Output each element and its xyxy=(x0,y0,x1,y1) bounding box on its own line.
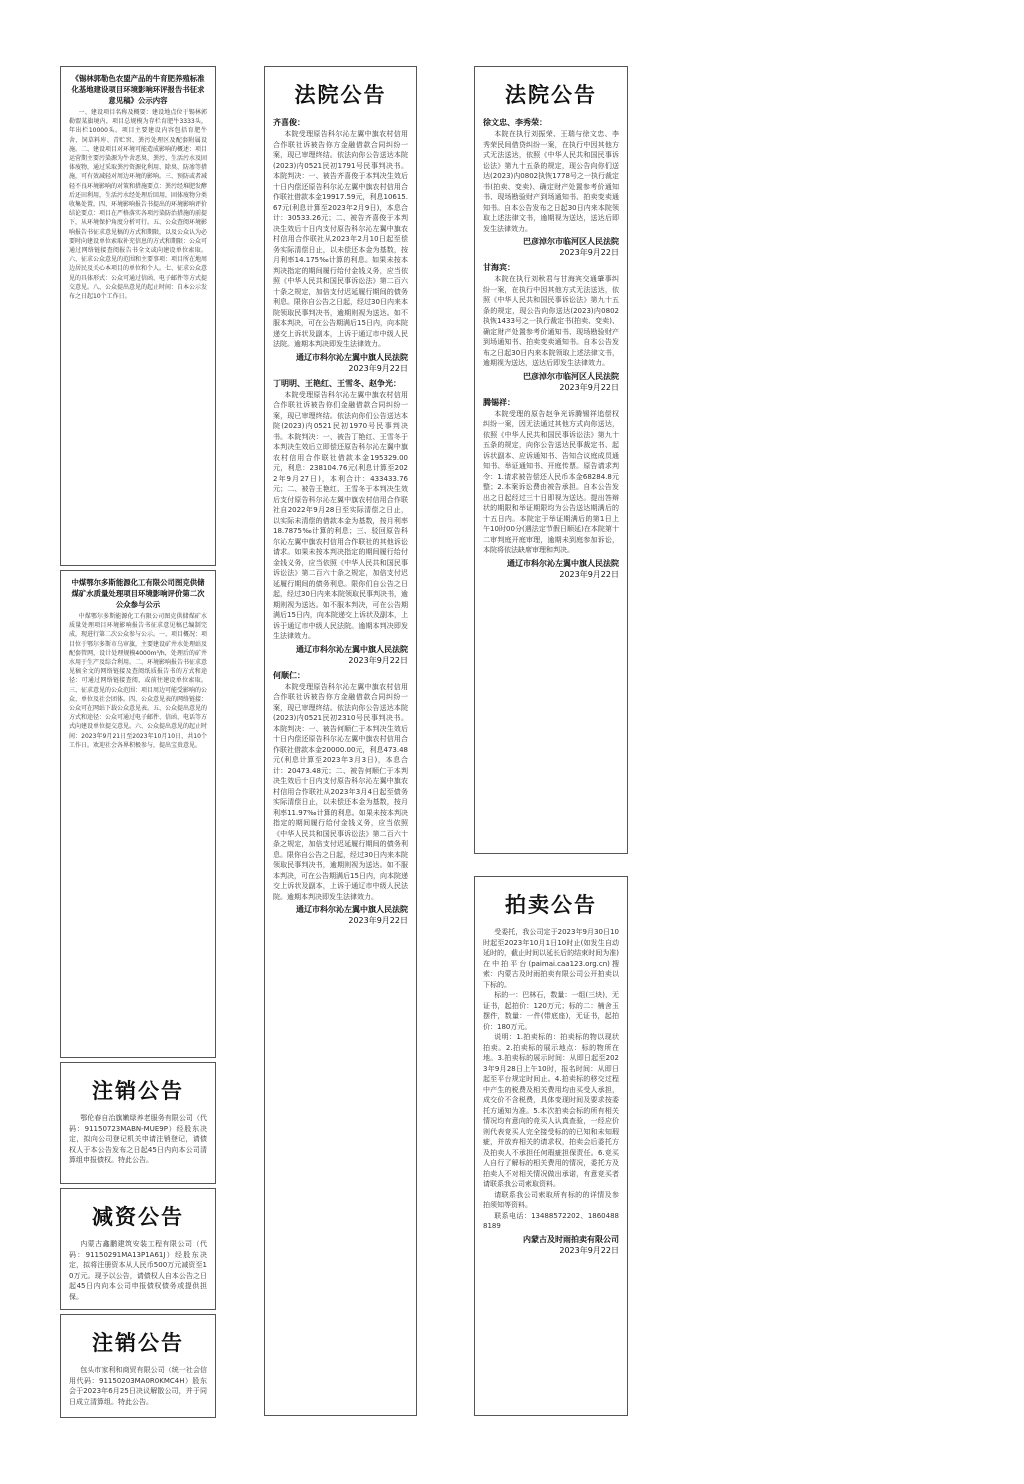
col3-auction-notice xyxy=(474,876,628,1416)
party-name: 何顺仁： xyxy=(273,670,305,680)
notice-body: 本院受理原告科尔沁左翼中旗农村信用合作联社诉被告你方金融借款合同纠纷一案，现已审理终结。依法向你公告送达本院(2023)内0521民初1791号民事判决书。本院判决：一、被告齐喜俊于本判决生效后十日内偿还原告科尔沁左翼中旗农村信用合作联社借款本金19917.59元，利息10615.67元(利息计算至2023年2月9日)，本息合计：30533.26元；二、被告齐喜俊于本判决生效后十日内支付原告科尔沁左翼中旗农村信用合作联社从2023年2月10日起至偿务实际清偿日止，以未偿还本金为基数，按月利率14.175‰计算的利息。如果未按本判决指定的期间履行给付金钱义务，应当依照《中华人民共和国民事诉讼法》第二百六十条之规定，加倍支付迟延履行期间的债务利息。限你自公告之日起，经过30日内来本院领取民事判决书，逾期则视为送达。如不服本判决，可在公告期满后15日内，向本院递交上诉状及副本，上诉于通辽市中级人民法院。逾期本判决即发生法律效力。 xyxy=(273,130,408,348)
notice-title: 《锡林郭勒色农盟产品的牛育肥养殖标准化基地建设项目环境影响环评报告书征求意见稿》公示内容 xyxy=(71,74,205,105)
auction-lots: 标的一：巴林石，数量：一组(三块)，无证书，起拍价：120万元；标的二：楠舍玉摆件，数量：一件(带底座)，无证书，起拍价：180万元。 xyxy=(483,991,619,1031)
auction-heading: 拍卖公告 xyxy=(505,893,597,917)
notice-body: 本院在执行刘秋君与甘海宾交通肇事纠纷一案，在执行中因其他方式无法送达，依照《中华人民共和国民事诉讼法》第九十五条的规定，现公告向你送达(2023)内0802执恢1433号之一执行裁定书(拍卖、变卖)、确定财产处置参考价通知书、现场勘验财产到场通知书、拍卖变卖通知书。自本公告发布之日起30日内来本院领取上述法律文书，逾期视为送达，送达后即发生法律效力。 xyxy=(483,275,619,367)
col1-notice-coal-water xyxy=(60,570,216,1058)
notice-body: 本院受理原告科尔沁左翼中旗农村信用合作联社诉被告你方金融借款合同纠纷一案，现已审理终结。依法向你公告送达本院(2023)内0521民初2310号民事判决书。本院判决：一、被告何顺仁于本判决生效后十日内偿还原告科尔沁左翼中旗农村信用合作联社借款本金20000.00元，利息473.48元(利息计算至2023年3月3日)，本息合计：20473.48元；二、被告何顺仁于本判决生效后十日内支付原告科尔沁左翼中旗农村信用合作联社从2023年3月4日起至债务实际清偿日止，以未偿还本金为基数，按月利率11.97‰计算的利息。如果未按本判决指定的期间履行给付金钱义务，应当依照《中华人民共和国民事诉讼法》第二百六十条之规定，加倍支付迟延履行期间的债务利息。限你自公告之日起，经过30日内来本院领取民事判决书，逾期则视为送达。如不服本判决，可在公告期满后15日内，向本院递交上诉状及副本，上诉于通辽市中级人民法院。逾期本判决即发生法律效力。 xyxy=(273,682,408,901)
auction-intro: 受委托，我公司定于2023年9月30日10时起至2023年10月1日10时止(如发生自动延时的，截止时间以延长后的结束时间为准)在中拍平台(paimai.caa123.org.cn)搜索：内蒙古及时雨拍卖有限公司公开拍卖以下标的。 xyxy=(483,928,619,989)
notice-heading: 减资公告 xyxy=(92,1205,184,1229)
notice-date: 2023年9月22日 xyxy=(559,248,619,257)
court-notice-heading: 法院公告 xyxy=(294,83,387,107)
notice-body: 鄂伦春自治旗嫩绿养老服务有限公司（代码：91150723MABN-MUE9P）经股东决定，拟向公司登记机关申请注销登记，请债权人于本公告发布之日起45日内向本公司清算组申报债权。特此公告。 xyxy=(69,1114,207,1164)
notice-date: 2023年9月22日 xyxy=(559,569,619,579)
notice-date: 2023年9月22日 xyxy=(348,363,408,373)
notice-date: 2023年9月22日 xyxy=(348,655,408,665)
notice-body: 包头市家利和商贸有限公司（统一社会信用代码：91150203MA0R0KMC4H）股东会于2023年6月25日决议解散公司，并于同日成立清算组。特此公告。 xyxy=(69,1366,207,1406)
notice-body: 本院在执行刘振荣、王瑞与徐文忠、李秀荣民间借贷纠纷一案，在执行中因其他方式无法送达，依照《中华人民共和国民事诉讼法》第九十五条的规定，现公告向你们送达(2023)内0802执恢1778号之一执行裁定书(拍卖、变卖)、确定财产处置参考价通知书、现场勘验财产到场通知书、拍卖变卖通知书。自本公告发布之日起30日内来本院领取上述法律文书，逾期视为送达，送达后即发生法律效力。 xyxy=(483,130,619,233)
party-name: 齐喜俊： xyxy=(273,118,305,127)
col1-deregistration-notice-2 xyxy=(60,1314,216,1418)
notice-date: 2023年9月22日 xyxy=(559,382,619,392)
notice-title: 中煤鄂尔多斯能源化工有限公司图克供储煤矿水质量处理项目环境影响评价第二次公众参与公示 xyxy=(71,578,205,609)
col1-deregistration-notice-1 xyxy=(60,1062,216,1184)
notice-heading: 注销公告 xyxy=(92,1331,184,1355)
auction-notes: 说明：1.拍卖标的：拍卖标的物以现状拍卖。2.拍卖标的展示地点：标的物所在地。3.拍卖标的展示时间：从即日起至2023年9月28日上午10时，报名时间：从即日起至平台规定时间止。4.拍卖标的移交过程中产生的税费及相关费用均由买受人承担，成交价不含税费，具体变现时间及要求按委托方通知为准。5.本次拍卖会标的所有相关情况均有意向的竞买人认真查验，一经应价则代表竞买人完全接受标的的已知和未知瑕疵，并放弃相关的请求权，拍卖会后委托方及拍卖人不承担任何瑕疵担保责任。6.竞买人自行了解标的相关费用的情况，委托方及拍卖人不对相关情况做出承诺，有意竞买者请联系我公司索取资料。 xyxy=(483,1033,619,1188)
court-signature: 通辽市科尔沁左翼中旗人民法院 xyxy=(296,352,408,362)
notice-body: 中煤鄂尔多斯能源化工有限公司图克供储煤矿水质量处理项目环境影响报告书征求意见稿已编制完成，现进行第二次公众参与公示。一、项目概况：项目位于鄂尔多斯市乌审旗，主要建设矿井水处理站及配套管网，设计处理规模4000m³/h，处理后的矿井水用于生产及综合利用。二、环境影响报告书征求意见稿全文的网络链接及查阅纸质报告书的方式和途径：可通过网络链接查阅，或前往建设单位索取。三、征求意见的公众范围：项目周边可能受影响的公众、单位及社会团体。四、公众意见表的网络链接：公众可在网站下载公众意见表。五、公众提出意见的方式和途径：公众可通过电子邮件、信函、电话等方式向建设单位提交意见。六、公众提出意见的起止时间：2023年9月21日至2023年10月10日，共10个工作日。欢迎社会各界积极参与，提出宝贵意见。 xyxy=(69,613,208,749)
court-signature: 通辽市科尔沁左翼中旗人民法院 xyxy=(296,644,408,654)
party-name: 腾锡祥： xyxy=(483,397,515,407)
notice-body: 内蒙古鑫鹏建筑安装工程有限公司（代码：91150291MA13P1A61J）经股东决定，拟将注册资本从人民币500万元减资至10万元。现予以公告，请债权人自本公告之日起45日内向本公司申报债权债务或提供担保。 xyxy=(69,1240,207,1301)
auction-company: 内蒙古及时雨拍卖有限公司 xyxy=(523,1234,619,1244)
col3-court-notices xyxy=(474,66,628,854)
col2-court-notices xyxy=(264,66,417,1416)
court-signature: 巴彦淖尔市临河区人民法院 xyxy=(523,237,619,246)
party-name: 丁明明、王艳红、王雪冬、赵争光： xyxy=(273,378,401,388)
court-signature: 巴彦淖尔市临河区人民法院 xyxy=(523,371,619,381)
court-notice-heading: 法院公告 xyxy=(505,83,597,107)
notice-date: 2023年9月22日 xyxy=(348,916,408,925)
auction-date: 2023年9月22日 xyxy=(559,1245,619,1255)
notice-body: 一、建设项目名称及概要：建设地点位于锡林郭勒盟某旗境内，项目总规模为存栏育肥牛3333头，年出栏10000头。项目主要建设内容包括育肥牛舍、饲草料库、青贮窖、粪污处理区及配套附属设施。二、建设项目对环境可能造成影响的概述：项目运营期主要污染源为牛舍恶臭、粪污、生活污水及固体废物，通过采取粪污资源化利用、除臭、防渗等措施，可有效减轻对周边环境的影响。三、预防或者减轻不良环境影响的对策和措施要点：粪污经堆肥发酵后还田利用，生活污水经处理后回用，固体废物分类收集处置。四、环境影响报告书提出的环境影响评价结论要点：项目在严格落实各项污染防治措施的前提下，从环境保护角度分析可行。五、公众查阅环境影响报告书征求意见稿的方式和期限，以及公众认为必要时向建设单位索取补充信息的方式和期限：公众可通过网络链接查阅报告书全文或向建设单位索取。六、征求公众意见的范围和主要事项：项目所在地周边居民及关心本项目的单位和个人。七、征求公众意见的具体形式：公众可通过信函、电子邮件等方式提交意见。八、公众提出意见的起止时间：自本公示发布之日起10个工作日。 xyxy=(69,109,208,301)
notice-heading: 注销公告 xyxy=(92,1079,184,1103)
auction-contact-phone: 联系电话：13488572202、18604888189 xyxy=(483,1211,619,1230)
auction-contact-intro: 请联系我公司索取所有标的的详情及参拍须知等资料。 xyxy=(483,1190,619,1209)
col1-notice-env-assessment xyxy=(60,66,216,566)
col1-capital-reduction-notice xyxy=(60,1188,216,1310)
court-signature: 通辽市科尔沁左翼中旗人民法院 xyxy=(507,558,619,568)
court-signature: 通辽市科尔沁左翼中旗人民法院 xyxy=(296,905,408,914)
party-name: 徐文忠、李秀荣： xyxy=(483,118,547,127)
notice-body: 本院受理原告科尔沁左翼中旗农村信用合作联社诉被告你们金融借款合同纠纷一案，现已审理终结。依法向你们公告送达本院(2023)内0521民初1970号民事判决书。本院判决：一、被告丁艳红、王雪冬于本判决生效后立即偿还原告科尔沁左翼中旗农村信用合作联社借款本金195329.00元，利息：238104.76元(利息计算至2022年9月27日)，本利合计：433433.76元；二、被告王艳红、王雪冬于本判决生效后支付原告科尔沁左翼中旗农村信用合作联社自2022年9月28日至实际清偿之日止，以实际未清偿的借款本金为基数，按月利率18.7875‰计算的利息；三、驳回原告科尔沁左翼中旗农村信用合作联社的其他诉讼请求。如果未按本判决指定的期间履行给付金钱义务，应当依照《中华人民共和国民事诉讼法》第二百六十条之规定，加倍支付迟延履行期间的债务利息。限你们自公告之日起，经过30日内来本院领取民事判决书，逾期则视为送达。如不服本判决，可在公告期满后15日内，向本院递交上诉状及副本，上诉于通辽市中级人民法院。逾期本判决即发生法律效力。 xyxy=(273,390,408,640)
party-name: 甘海宾： xyxy=(483,263,515,272)
notice-body: 本院受理的原告赵争光诉腾锡祥追偿权纠纷一案，因无法通过其他方式向你送达，依照《中华人民共和国民事诉讼法》第九十五条的规定，向你公告送达民事裁定书、起诉状副本、应诉通知书、告知合议庭成员通知书、举证通知书、开庭传票。原告请求判令：1.请求被告偿还人民币本金68284.8元整；2.本案诉讼费由被告承担。自本公告发出之日起经过三十日即视为送达。提出答辩状的期限和举证期限均为公告送达期满后的十五日内。本院定于举证期满后的第1日上午10时00分(遇法定节假日顺延)在本院第十二审判庭开庭审理，逾期未到庭参加诉讼，本院将依法缺席审理和判决。 xyxy=(483,409,619,554)
